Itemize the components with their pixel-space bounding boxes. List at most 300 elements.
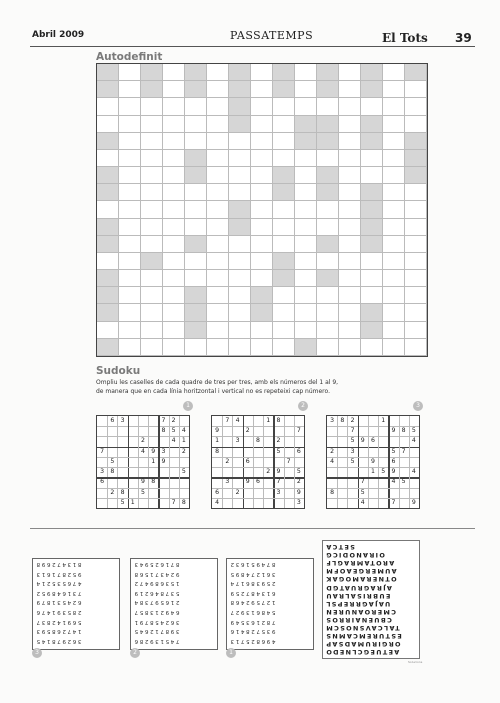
sudoku-cell[interactable]: [273, 426, 283, 436]
answer-cell[interactable]: [273, 116, 295, 133]
answer-cell[interactable]: [405, 81, 427, 98]
sudoku-cell[interactable]: [128, 436, 138, 446]
answer-cell[interactable]: [405, 270, 427, 287]
sudoku-cell[interactable]: [337, 477, 347, 487]
answer-cell[interactable]: [251, 64, 273, 81]
answer-cell[interactable]: [339, 184, 361, 201]
answer-cell[interactable]: [141, 167, 163, 184]
answer-cell[interactable]: [405, 339, 427, 356]
answer-cell[interactable]: [405, 116, 427, 133]
sudoku-cell[interactable]: [243, 488, 253, 498]
sudoku-cell[interactable]: [232, 457, 242, 467]
sudoku-cell[interactable]: [117, 467, 127, 477]
answer-cell[interactable]: [119, 287, 141, 304]
answer-cell[interactable]: [383, 219, 405, 236]
sudoku-cell[interactable]: [212, 416, 222, 426]
answer-cell[interactable]: [273, 98, 295, 115]
sudoku-cell[interactable]: [148, 436, 158, 446]
sudoku-cell[interactable]: [179, 488, 189, 498]
answer-cell[interactable]: [339, 116, 361, 133]
answer-cell[interactable]: [339, 236, 361, 253]
sudoku-cell[interactable]: [158, 477, 168, 487]
sudoku-cell[interactable]: [107, 426, 117, 436]
sudoku-cell[interactable]: [138, 498, 148, 508]
answer-cell[interactable]: [383, 167, 405, 184]
answer-cell[interactable]: [339, 339, 361, 356]
answer-cell[interactable]: [163, 219, 185, 236]
answer-cell[interactable]: [339, 270, 361, 287]
answer-cell[interactable]: [295, 81, 317, 98]
sudoku-cell[interactable]: [347, 467, 357, 477]
sudoku-cell[interactable]: [399, 498, 409, 508]
answer-cell[interactable]: [207, 219, 229, 236]
answer-cell[interactable]: [361, 339, 383, 356]
answer-cell[interactable]: [317, 304, 339, 321]
sudoku-cell[interactable]: [263, 498, 273, 508]
answer-cell[interactable]: [229, 322, 251, 339]
answer-cell[interactable]: [295, 304, 317, 321]
sudoku-cell[interactable]: [232, 447, 242, 457]
answer-cell[interactable]: [383, 339, 405, 356]
answer-cell[interactable]: [383, 287, 405, 304]
answer-cell[interactable]: [273, 339, 295, 356]
sudoku-cell[interactable]: [263, 436, 273, 446]
answer-cell[interactable]: [295, 270, 317, 287]
sudoku-cell[interactable]: [179, 457, 189, 467]
answer-cell[interactable]: [207, 64, 229, 81]
sudoku-cell[interactable]: [399, 467, 409, 477]
answer-cell[interactable]: [185, 116, 207, 133]
sudoku-cell[interactable]: [179, 416, 189, 426]
answer-cell[interactable]: [273, 219, 295, 236]
answer-cell[interactable]: [405, 322, 427, 339]
sudoku-cell[interactable]: [128, 447, 138, 457]
answer-cell[interactable]: [317, 98, 339, 115]
sudoku-cell[interactable]: [148, 488, 158, 498]
answer-cell[interactable]: [163, 236, 185, 253]
answer-cell[interactable]: [383, 116, 405, 133]
answer-cell[interactable]: [317, 287, 339, 304]
sudoku-cell[interactable]: [273, 498, 283, 508]
answer-cell[interactable]: [361, 98, 383, 115]
answer-cell[interactable]: [251, 167, 273, 184]
answer-cell[interactable]: [251, 116, 273, 133]
answer-cell[interactable]: [295, 150, 317, 167]
answer-cell[interactable]: [383, 253, 405, 270]
sudoku-cell[interactable]: [327, 426, 337, 436]
answer-cell[interactable]: [163, 167, 185, 184]
answer-cell[interactable]: [405, 287, 427, 304]
answer-cell[interactable]: [273, 304, 295, 321]
sudoku-cell[interactable]: [327, 498, 337, 508]
answer-cell[interactable]: [273, 201, 295, 218]
answer-cell[interactable]: [163, 184, 185, 201]
answer-cell[interactable]: [295, 236, 317, 253]
sudoku-cell[interactable]: [368, 416, 378, 426]
sudoku-cell[interactable]: [327, 467, 337, 477]
sudoku-cell[interactable]: [222, 488, 232, 498]
sudoku-cell[interactable]: [97, 416, 107, 426]
answer-cell[interactable]: [141, 219, 163, 236]
sudoku-cell[interactable]: [169, 488, 179, 498]
sudoku-cell[interactable]: [148, 416, 158, 426]
answer-cell[interactable]: [119, 304, 141, 321]
answer-cell[interactable]: [361, 253, 383, 270]
sudoku-cell[interactable]: [409, 488, 419, 498]
sudoku-cell[interactable]: [222, 436, 232, 446]
sudoku-cell[interactable]: [284, 477, 294, 487]
answer-cell[interactable]: [163, 253, 185, 270]
sudoku-cell[interactable]: [368, 498, 378, 508]
sudoku-cell[interactable]: [378, 436, 388, 446]
answer-cell[interactable]: [207, 287, 229, 304]
answer-cell[interactable]: [207, 184, 229, 201]
answer-cell[interactable]: [339, 150, 361, 167]
sudoku-cell[interactable]: [232, 467, 242, 477]
sudoku-cell[interactable]: [253, 488, 263, 498]
sudoku-cell[interactable]: [409, 457, 419, 467]
sudoku-cell[interactable]: [263, 457, 273, 467]
answer-cell[interactable]: [119, 201, 141, 218]
answer-cell[interactable]: [185, 270, 207, 287]
answer-cell[interactable]: [207, 270, 229, 287]
sudoku-cell[interactable]: [284, 426, 294, 436]
answer-cell[interactable]: [119, 98, 141, 115]
answer-cell[interactable]: [207, 150, 229, 167]
sudoku-cell[interactable]: [128, 426, 138, 436]
sudoku-cell[interactable]: [138, 416, 148, 426]
sudoku-cell[interactable]: [97, 436, 107, 446]
sudoku-cell[interactable]: [368, 426, 378, 436]
answer-cell[interactable]: [229, 304, 251, 321]
sudoku-cell[interactable]: [253, 416, 263, 426]
answer-cell[interactable]: [163, 150, 185, 167]
answer-cell[interactable]: [339, 64, 361, 81]
answer-cell[interactable]: [185, 339, 207, 356]
sudoku-cell[interactable]: [337, 447, 347, 457]
sudoku-cell[interactable]: [148, 498, 158, 508]
answer-cell[interactable]: [229, 270, 251, 287]
sudoku-cell[interactable]: [158, 488, 168, 498]
answer-cell[interactable]: [97, 322, 119, 339]
sudoku-cell[interactable]: [409, 416, 419, 426]
sudoku-cell[interactable]: [378, 498, 388, 508]
answer-cell[interactable]: [141, 150, 163, 167]
sudoku-cell[interactable]: [138, 457, 148, 467]
answer-cell[interactable]: [163, 98, 185, 115]
sudoku-cell[interactable]: [138, 426, 148, 436]
answer-cell[interactable]: [229, 287, 251, 304]
answer-cell[interactable]: [339, 253, 361, 270]
answer-cell[interactable]: [361, 150, 383, 167]
sudoku-cell[interactable]: [358, 467, 368, 477]
answer-cell[interactable]: [119, 167, 141, 184]
sudoku-cell[interactable]: [378, 477, 388, 487]
answer-cell[interactable]: [405, 236, 427, 253]
answer-cell[interactable]: [295, 64, 317, 81]
answer-cell[interactable]: [185, 201, 207, 218]
answer-cell[interactable]: [383, 270, 405, 287]
sudoku-cell[interactable]: [294, 436, 304, 446]
sudoku-cell[interactable]: [128, 467, 138, 477]
sudoku-cell[interactable]: [378, 457, 388, 467]
sudoku-cell[interactable]: [117, 436, 127, 446]
answer-cell[interactable]: [251, 201, 273, 218]
answer-cell[interactable]: [141, 133, 163, 150]
answer-cell[interactable]: [97, 253, 119, 270]
sudoku-cell[interactable]: [169, 457, 179, 467]
answer-cell[interactable]: [141, 270, 163, 287]
answer-cell[interactable]: [251, 253, 273, 270]
answer-cell[interactable]: [317, 219, 339, 236]
answer-cell[interactable]: [273, 133, 295, 150]
sudoku-cell[interactable]: [284, 488, 294, 498]
answer-cell[interactable]: [163, 64, 185, 81]
answer-cell[interactable]: [207, 133, 229, 150]
answer-cell[interactable]: [163, 339, 185, 356]
answer-cell[interactable]: [339, 287, 361, 304]
sudoku-cell[interactable]: [117, 426, 127, 436]
sudoku-cell[interactable]: [337, 426, 347, 436]
answer-cell[interactable]: [251, 98, 273, 115]
sudoku-cell[interactable]: [138, 467, 148, 477]
answer-cell[interactable]: [339, 219, 361, 236]
answer-cell[interactable]: [141, 236, 163, 253]
sudoku-cell[interactable]: [212, 467, 222, 477]
sudoku-cell[interactable]: [117, 447, 127, 457]
answer-cell[interactable]: [207, 81, 229, 98]
sudoku-cell[interactable]: [232, 426, 242, 436]
sudoku-cell[interactable]: [327, 436, 337, 446]
sudoku-cell[interactable]: [388, 436, 398, 446]
answer-cell[interactable]: [163, 287, 185, 304]
answer-cell[interactable]: [119, 270, 141, 287]
sudoku-cell[interactable]: [263, 426, 273, 436]
answer-cell[interactable]: [339, 98, 361, 115]
answer-cell[interactable]: [317, 322, 339, 339]
sudoku-cell[interactable]: [409, 447, 419, 457]
answer-cell[interactable]: [295, 287, 317, 304]
answer-cell[interactable]: [207, 236, 229, 253]
answer-cell[interactable]: [361, 167, 383, 184]
answer-cell[interactable]: [339, 167, 361, 184]
answer-cell[interactable]: [207, 167, 229, 184]
answer-cell[interactable]: [141, 287, 163, 304]
answer-cell[interactable]: [273, 150, 295, 167]
answer-cell[interactable]: [383, 81, 405, 98]
sudoku-cell[interactable]: [128, 477, 138, 487]
sudoku-cell[interactable]: [347, 488, 357, 498]
sudoku-cell[interactable]: [169, 447, 179, 457]
answer-cell[interactable]: [185, 184, 207, 201]
answer-cell[interactable]: [251, 236, 273, 253]
sudoku-cell[interactable]: [222, 467, 232, 477]
answer-cell[interactable]: [207, 304, 229, 321]
answer-cell[interactable]: [383, 150, 405, 167]
answer-cell[interactable]: [141, 304, 163, 321]
answer-cell[interactable]: [339, 201, 361, 218]
sudoku-cell[interactable]: [337, 457, 347, 467]
sudoku-cell[interactable]: [128, 416, 138, 426]
answer-cell[interactable]: [251, 81, 273, 98]
sudoku-cell[interactable]: [107, 498, 117, 508]
sudoku-cell[interactable]: [212, 477, 222, 487]
sudoku-cell[interactable]: [358, 426, 368, 436]
sudoku-cell[interactable]: [378, 488, 388, 498]
answer-cell[interactable]: [229, 339, 251, 356]
answer-cell[interactable]: [295, 98, 317, 115]
sudoku-cell[interactable]: [294, 416, 304, 426]
sudoku-cell[interactable]: [358, 457, 368, 467]
sudoku-cell[interactable]: [148, 467, 158, 477]
answer-cell[interactable]: [317, 339, 339, 356]
answer-cell[interactable]: [97, 98, 119, 115]
answer-cell[interactable]: [251, 184, 273, 201]
sudoku-cell[interactable]: [337, 498, 347, 508]
answer-cell[interactable]: [207, 201, 229, 218]
sudoku-cell[interactable]: [399, 416, 409, 426]
sudoku-cell[interactable]: [107, 477, 117, 487]
sudoku-cell[interactable]: [232, 498, 242, 508]
answer-cell[interactable]: [295, 167, 317, 184]
sudoku-cell[interactable]: [169, 477, 179, 487]
answer-cell[interactable]: [207, 116, 229, 133]
sudoku-cell[interactable]: [284, 447, 294, 457]
answer-cell[interactable]: [251, 270, 273, 287]
answer-cell[interactable]: [119, 81, 141, 98]
answer-cell[interactable]: [229, 150, 251, 167]
answer-cell[interactable]: [405, 304, 427, 321]
answer-cell[interactable]: [163, 322, 185, 339]
sudoku-cell[interactable]: [243, 447, 253, 457]
answer-cell[interactable]: [405, 201, 427, 218]
answer-cell[interactable]: [405, 253, 427, 270]
answer-cell[interactable]: [405, 219, 427, 236]
answer-cell[interactable]: [185, 98, 207, 115]
sudoku-cell[interactable]: [158, 436, 168, 446]
answer-cell[interactable]: [163, 270, 185, 287]
answer-cell[interactable]: [119, 116, 141, 133]
answer-cell[interactable]: [383, 236, 405, 253]
sudoku-cell[interactable]: [347, 477, 357, 487]
sudoku-cell[interactable]: [368, 447, 378, 457]
sudoku-cell[interactable]: [399, 436, 409, 446]
sudoku-cell[interactable]: [253, 447, 263, 457]
sudoku-cell[interactable]: [158, 467, 168, 477]
answer-cell[interactable]: [317, 253, 339, 270]
answer-cell[interactable]: [141, 184, 163, 201]
sudoku-cell[interactable]: [243, 436, 253, 446]
answer-cell[interactable]: [295, 253, 317, 270]
answer-cell[interactable]: [317, 201, 339, 218]
sudoku-cell[interactable]: [243, 498, 253, 508]
answer-cell[interactable]: [383, 201, 405, 218]
sudoku-cell[interactable]: [263, 447, 273, 457]
sudoku-cell[interactable]: [368, 488, 378, 498]
sudoku-cell[interactable]: [358, 447, 368, 457]
answer-cell[interactable]: [185, 253, 207, 270]
answer-cell[interactable]: [141, 116, 163, 133]
sudoku-cell[interactable]: [399, 457, 409, 467]
answer-cell[interactable]: [185, 219, 207, 236]
answer-cell[interactable]: [119, 253, 141, 270]
sudoku-cell[interactable]: [253, 467, 263, 477]
answer-cell[interactable]: [295, 219, 317, 236]
answer-cell[interactable]: [185, 133, 207, 150]
answer-cell[interactable]: [339, 304, 361, 321]
answer-cell[interactable]: [141, 339, 163, 356]
sudoku-cell[interactable]: [409, 477, 419, 487]
sudoku-cell[interactable]: [284, 498, 294, 508]
answer-cell[interactable]: [163, 304, 185, 321]
answer-cell[interactable]: [383, 98, 405, 115]
answer-cell[interactable]: [339, 133, 361, 150]
answer-cell[interactable]: [229, 236, 251, 253]
answer-cell[interactable]: [141, 201, 163, 218]
sudoku-cell[interactable]: [222, 426, 232, 436]
sudoku-cell[interactable]: [97, 498, 107, 508]
answer-cell[interactable]: [251, 150, 273, 167]
answer-cell[interactable]: [295, 322, 317, 339]
answer-cell[interactable]: [207, 98, 229, 115]
sudoku-cell[interactable]: [273, 457, 283, 467]
answer-cell[interactable]: [119, 219, 141, 236]
sudoku-cell[interactable]: [388, 416, 398, 426]
answer-cell[interactable]: [273, 287, 295, 304]
answer-cell[interactable]: [163, 201, 185, 218]
answer-cell[interactable]: [229, 253, 251, 270]
sudoku-cell[interactable]: [97, 426, 107, 436]
sudoku-cell[interactable]: [368, 477, 378, 487]
sudoku-cell[interactable]: [347, 498, 357, 508]
answer-cell[interactable]: [97, 150, 119, 167]
sudoku-cell[interactable]: [263, 477, 273, 487]
sudoku-cell[interactable]: [253, 498, 263, 508]
sudoku-cell[interactable]: [378, 426, 388, 436]
answer-cell[interactable]: [119, 236, 141, 253]
sudoku-cell[interactable]: [107, 436, 117, 446]
answer-cell[interactable]: [383, 64, 405, 81]
answer-cell[interactable]: [163, 81, 185, 98]
sudoku-cell[interactable]: [284, 416, 294, 426]
sudoku-cell[interactable]: [107, 447, 117, 457]
sudoku-cell[interactable]: [212, 457, 222, 467]
answer-cell[interactable]: [141, 98, 163, 115]
sudoku-cell[interactable]: [158, 498, 168, 508]
sudoku-cell[interactable]: [388, 488, 398, 498]
answer-cell[interactable]: [295, 184, 317, 201]
answer-cell[interactable]: [295, 201, 317, 218]
sudoku-cell[interactable]: [337, 467, 347, 477]
answer-cell[interactable]: [383, 184, 405, 201]
answer-cell[interactable]: [119, 184, 141, 201]
sudoku-cell[interactable]: [222, 447, 232, 457]
sudoku-cell[interactable]: [97, 457, 107, 467]
sudoku-cell[interactable]: [169, 467, 179, 477]
answer-cell[interactable]: [119, 133, 141, 150]
sudoku-cell[interactable]: [117, 457, 127, 467]
sudoku-cell[interactable]: [148, 426, 158, 436]
answer-cell[interactable]: [207, 339, 229, 356]
answer-cell[interactable]: [273, 322, 295, 339]
sudoku-cell[interactable]: [337, 488, 347, 498]
answer-cell[interactable]: [383, 322, 405, 339]
answer-cell[interactable]: [383, 133, 405, 150]
answer-cell[interactable]: [273, 236, 295, 253]
answer-cell[interactable]: [317, 150, 339, 167]
answer-cell[interactable]: [97, 116, 119, 133]
sudoku-cell[interactable]: [284, 436, 294, 446]
